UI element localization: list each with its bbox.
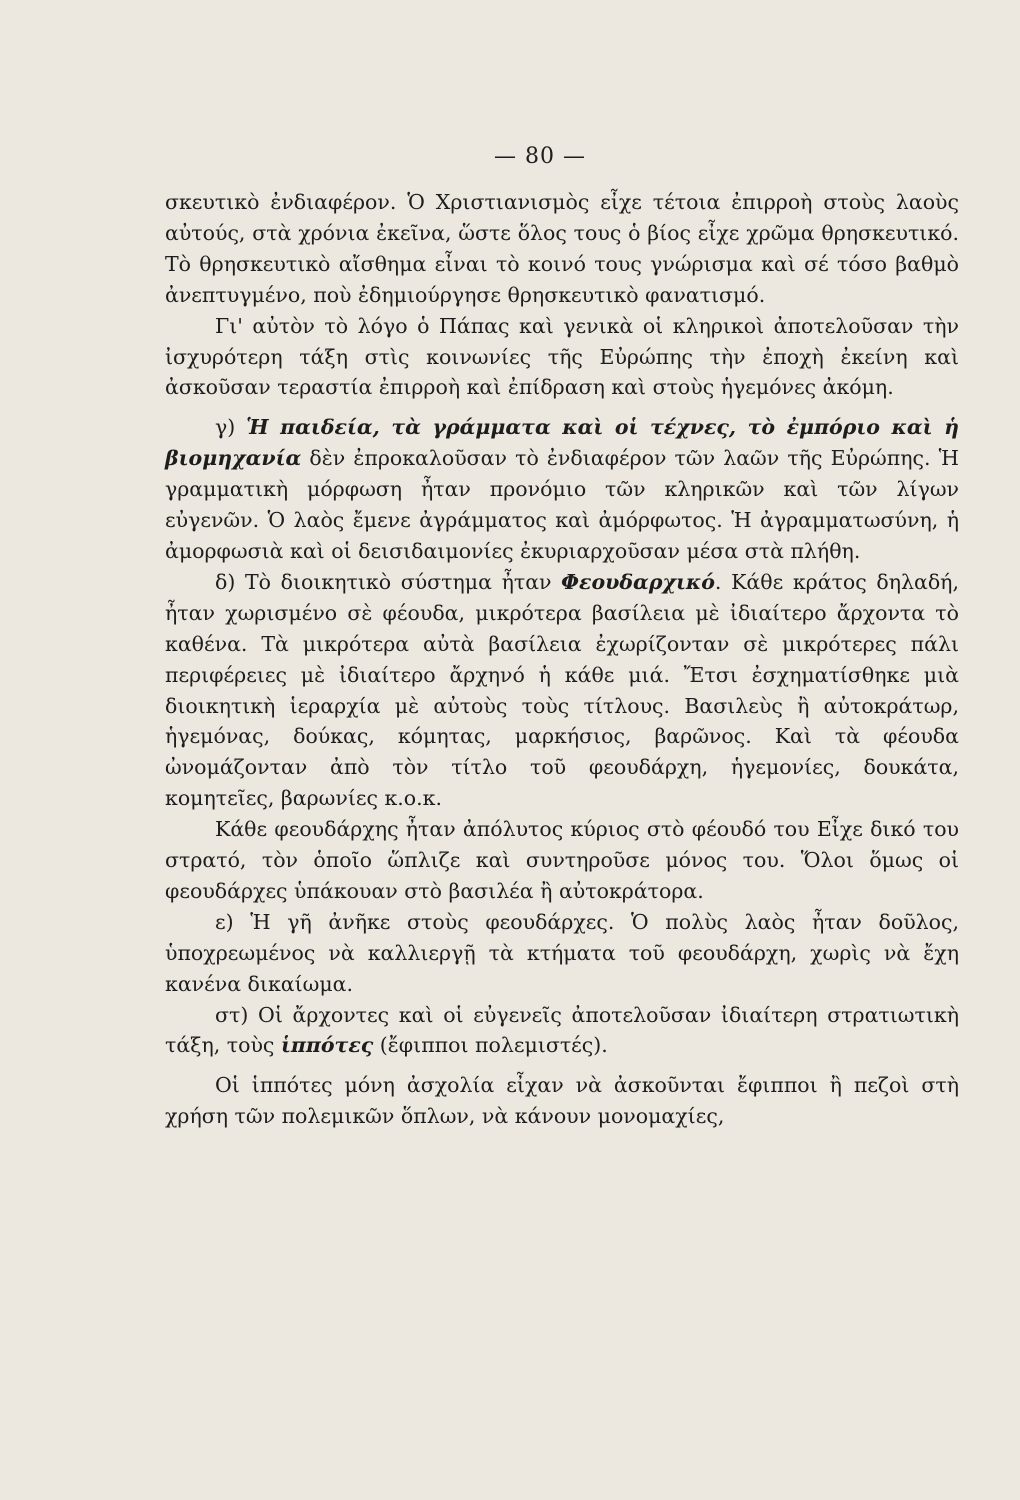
paragraph-4 <box>165 567 959 814</box>
paragraph-4-rest: . Κάθε κράτος δηλαδή, ἦταν χωρισμένο σὲ φέουδα, μικρότερα βασίλεια μὲ ἰδιαίτερο ἄρχοντα τὸ καθένα. Τὰ μικρότερα αὐτὰ βασίλεια ἐχωρίζονταν σὲ μικρότερες πάλι περιφέρειες μὲ ἰδιαίτερο ἄρχηνό ἡ κάθε μιά. Ἔτσι ἐσχηματίσθηκε μιὰ διοικητικὴ ἱεραρχία μὲ αὐτοὺς τοὺς τίτλους. Βασιλεὺς ἢ αὐτοκράτωρ, ἡγεμόνας, δούκας, κόμητας, μαρκήσιος, βαρῶνος. Καὶ τὰ φέουδα ὠνομάζονταν ἀπὸ τὸν τίτλο τοῦ φεουδάρχη, ἡγεμονίες, δουκάτα, κομητεῖες, βαρωνίες κ.ο.κ. <box>165 569 959 811</box>
paragraph-3-emphasis: Ἡ παιδεία, τὰ γράμματα καὶ οἱ τέχνες, τὸ ἐμπόριο καὶ ἡ βιομηχανία <box>165 415 959 471</box>
paragraph-4-emphasis: Φεουδαρχικό <box>561 569 715 594</box>
paragraph-5: Κάθε φεουδάρχης ἦταν ἀπόλυτος κύριος στὸ φέουδό του Εἶχε δικό του στρατό, τὸν ὁποῖο ὥπλιζε καὶ συντηροῦσε μόνος του. Ὅλοι ὅμως οἱ φεουδάρχες ὑπάκουαν στὸ βασιλέα ἢ αὐτοκράτορα. <box>165 817 959 903</box>
paragraph-8: Οἱ ἱππότες μόνη ἀσχολία εἶχαν νὰ ἀσκοῦνται ἔφιπποι ἢ πεζοὶ στὴ χρήση τῶν πολεμικῶν ὅπλων, νὰ κάνουν μονομαχίες, <box>165 1073 959 1129</box>
paragraph-7-lead: στ) Οἱ ἄρχοντες καὶ οἱ εὐγενεῖς ἀποτελοῦσαν ἰδιαίτερη στρατιωτικὴ τάξη, τοὺς <box>165 1002 959 1058</box>
paragraph-3-rest: δὲν ἐπροκαλοῦσαν τὸ ἐνδιαφέρον τῶν λαῶν τῆς Εὐρώπης. Ἡ γραμματικὴ μόρφωση ἦταν προνόμιο τῶν κληρικῶν καὶ τῶν λίγων εὐγενῶν. Ὁ λαὸς ἔμενε ἀγράμματος καὶ ἀμόρφωτος. Ἡ ἀγραμματωσύνη, ἡ ἀμορφωσιὰ καὶ οἱ δεισιδαιμονίες ἐκυριαρχοῦσαν μέσα στὰ πλήθη. <box>165 446 959 563</box>
paragraph-3-lead: γ) <box>215 415 247 440</box>
paragraph-7-rest: (ἔφιπποι πολεμιστές). <box>373 1033 608 1058</box>
paragraph-3 <box>165 412 959 567</box>
page-number: — 80 — <box>494 144 586 169</box>
paragraph-7 <box>165 1000 959 1062</box>
paragraph-7-emphasis: ἱππότες <box>280 1033 374 1058</box>
paragraph-6: ε) Ἡ γῆ ἀνῆκε στοὺς φεουδάρχες. Ὁ πολὺς λαὸς ἦταν δοῦλος, ὑποχρεωμένος νὰ καλλιεργῇ τὰ κτήματα τοῦ φεουδάρχη, χωρὶς νὰ ἔχη κανένα δικαίωμα. <box>165 909 959 996</box>
paragraph-4-lead: δ) Τὸ διοικητικὸ σύστημα ἦταν <box>215 569 562 594</box>
paragraph-1: σκευτικὸ ἐνδιαφέρον. Ὁ Χριστιανισμὸς εἶχε τέτοια ἐπιρροὴ στοὺς λαοὺς αὐτούς, στὰ χρόνια ἐκεῖνα, ὥστε ὅλος τους ὁ βίος εἶχε χρῶμα θρησκευτικό. Τὸ θρησκευτικὸ αἴσθημα εἶναι τὸ κοινό τους γνώρισμα καὶ σέ τόσο βαθμὸ ἀνεπτυγμένο, ποὺ ἐδημιούργησε θρησκευτικὸ φανατισμό. <box>165 190 959 307</box>
paragraph-2: Γι' αὐτὸν τὸ λόγο ὁ Πάπας καὶ γενικὰ οἱ κληρικοὶ ἀποτελοῦσαν τὴν ἰσχυρότερη τάξη στὶς κοινωνίες τῆς Εὐρώπης τὴν ἐποχὴ ἐκείνη καὶ ἀσκοῦσαν τεραστία ἐπιρροὴ καὶ ἐπίδραση καὶ στοὺς ἡγεμόνες ἀκόμη. <box>165 313 959 400</box>
body-text <box>165 187 959 1132</box>
